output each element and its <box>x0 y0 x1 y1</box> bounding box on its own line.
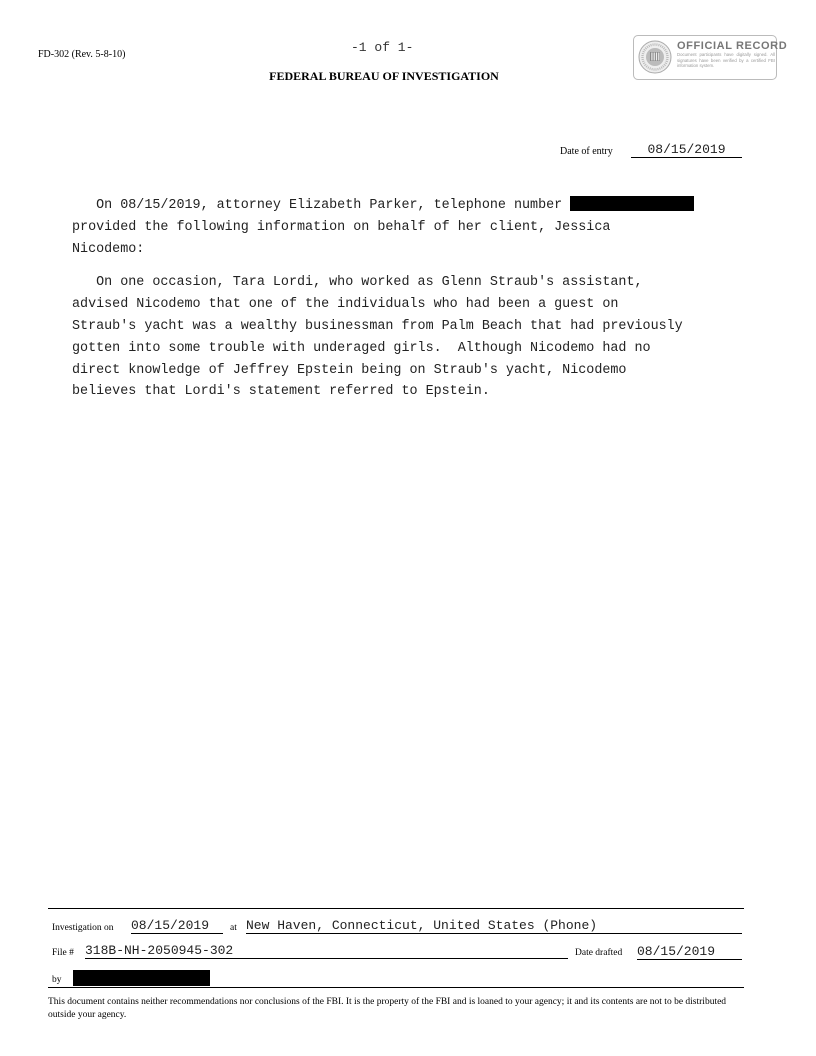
body-line: advised Nicodemo that one of the individuals who had been a guest on <box>72 297 619 313</box>
at-label: at <box>230 923 237 933</box>
stamp-title: OFFICIAL RECORD <box>677 40 788 52</box>
date-of-entry-value: 08/15/2019 <box>631 142 742 158</box>
by-label: by <box>52 975 62 985</box>
investigation-date: 08/15/2019 <box>131 918 223 934</box>
stamp-text: Document participants have digitally signed. All signatures have been verified by a certified FBI information system. <box>677 52 775 69</box>
file-number-label: File # <box>52 948 74 958</box>
footer-bottom-rule <box>48 987 744 988</box>
body-line: direct knowledge of Jeffrey Epstein being on Straub's yacht, Nicodemo <box>72 362 627 378</box>
paragraph-1 <box>72 195 762 260</box>
file-number: 318B-NH-2050945-302 <box>85 943 568 959</box>
redaction-telephone <box>570 196 694 211</box>
narrative-body <box>72 195 762 415</box>
body-line: Nicodemo: <box>72 241 145 257</box>
disclaimer: This document contains neither recommendations nor conclusions of the FBI. It is the property of the FBI and is loaned to your agency; it and its contents are not to be distributed outside your agency. <box>48 997 727 1020</box>
body-line: gotten into some trouble with underaged girls. Although Nicodemo had no <box>72 340 651 356</box>
date-drafted: 08/15/2019 <box>637 944 742 960</box>
body-line: believes that Lordi's statement referred to Epstein. <box>72 384 490 400</box>
form-number: FD-302 (Rev. 5-8-10) <box>38 49 126 60</box>
official-record-stamp <box>633 35 788 80</box>
body-line: Straub's yacht was a wealthy businessman from Palm Beach that had previously <box>72 318 683 334</box>
date-of-entry-label: Date of entry <box>560 146 613 157</box>
redaction-agent-name <box>73 970 210 986</box>
page-count: -1 of 1- <box>351 40 414 55</box>
date-drafted-label: Date drafted <box>575 948 623 958</box>
paragraph-2 <box>72 272 762 403</box>
footer-top-rule <box>48 908 744 909</box>
body-line: On 08/15/2019, attorney Elizabeth Parker, telephone number <box>72 198 571 213</box>
agency-title: FEDERAL BUREAU OF INVESTIGATION <box>269 69 499 83</box>
body-line: On one occasion, Tara Lordi, who worked as Glenn Straub's assistant, <box>72 275 643 291</box>
investigation-location: New Haven, Connecticut, United States (Phone) <box>246 918 742 934</box>
investigation-on-label: Investigation on <box>52 923 114 933</box>
body-line: provided the following information on behalf of her client, Jessica <box>72 219 611 235</box>
fbi-seal-icon <box>638 40 672 74</box>
